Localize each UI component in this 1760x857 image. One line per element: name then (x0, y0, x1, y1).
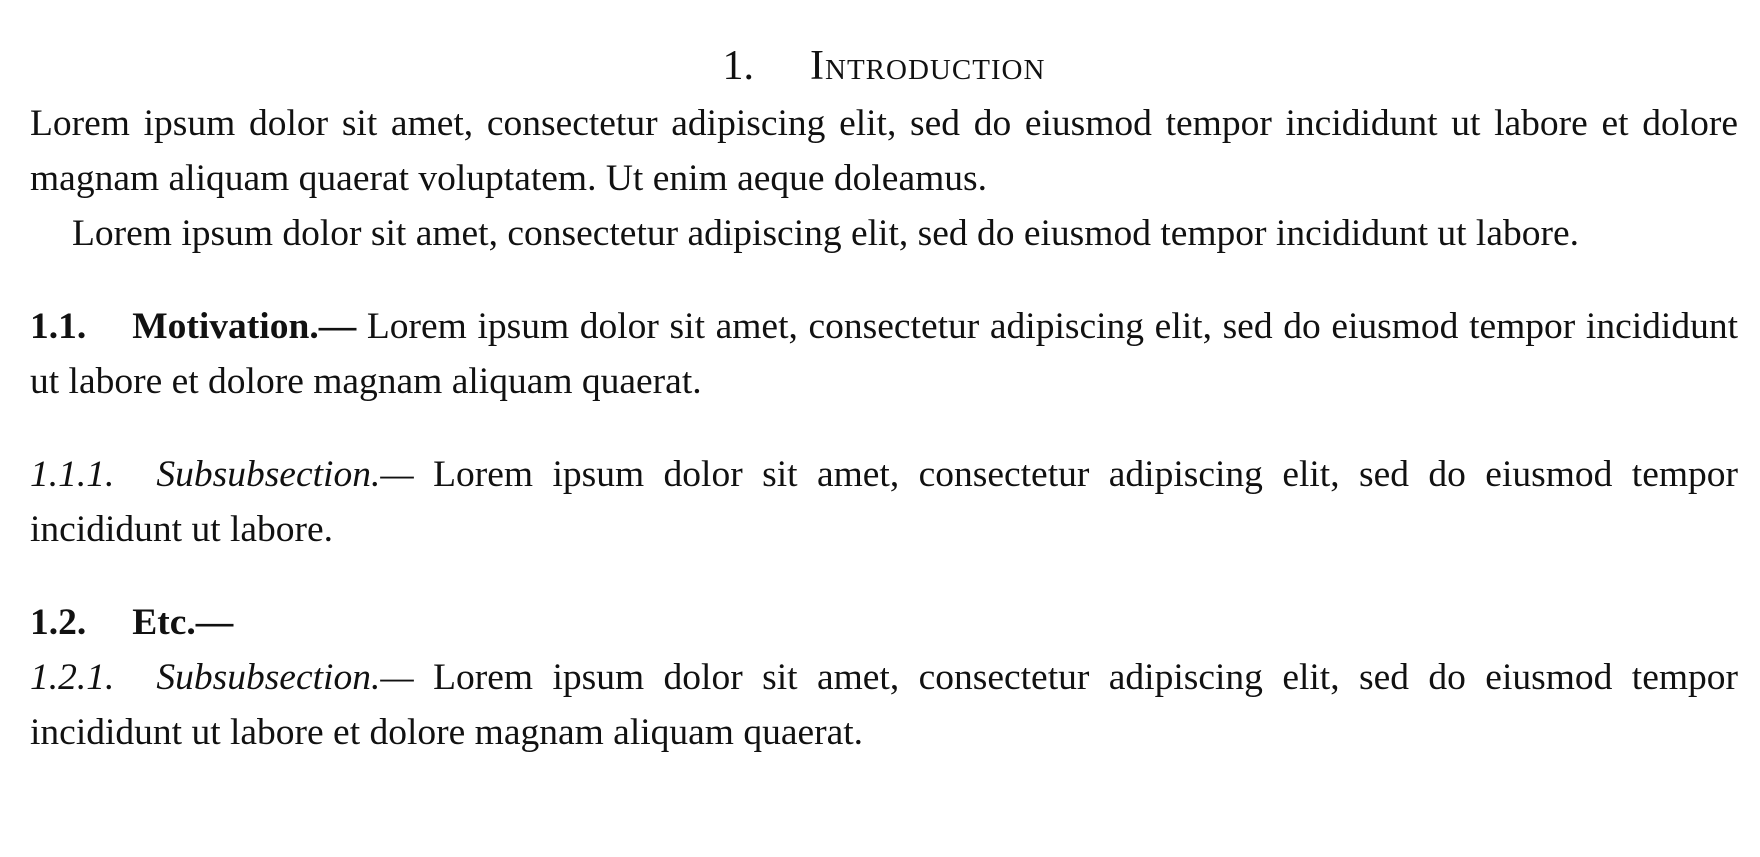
subsection-1-1-paragraph (30, 299, 1738, 409)
subsection-1-1-heading (30, 306, 356, 347)
subsection-1-1-number: 1.1. (30, 306, 87, 347)
subsection-1-1-title: Motivation.— (132, 306, 357, 347)
intro-paragraph-2: Lorem ipsum dolor sit amet, consectetur adipiscing elit, sed do eiusmod tempor incididunt ut labore. (72, 213, 1579, 254)
section-title: Introduction (810, 43, 1046, 89)
section-number: 1. (722, 43, 755, 89)
subsection-1-2-number: 1.2. (30, 602, 87, 643)
subsubsection-1-1-1-paragraph (30, 447, 1738, 557)
subsubsection-1-1-1-heading (30, 454, 414, 495)
subsubsection-1-2-1-paragraph (30, 650, 1738, 760)
subsection-1-2-heading (30, 595, 1738, 650)
section-heading (30, 36, 1738, 96)
subsubsection-1-1-1-number: 1.1.1. (30, 454, 115, 495)
subsubsection-1-2-1-heading (30, 657, 414, 698)
subsection-1-2-title: Etc.— (132, 602, 234, 643)
document-page (30, 0, 1738, 760)
subsubsection-1-2-1-title: Subsubsection.— (156, 657, 414, 698)
subsubsection-1-2-1-text: Lorem ipsum dolor sit amet, consectetur adipiscing elit, sed do eiusmod tempor incididunt ut labore et dolore magnam aliquam quaerat. (30, 657, 1739, 753)
intro-paragraph-1: Lorem ipsum dolor sit amet, consectetur adipiscing elit, sed do eiusmod tempor incididunt ut labore et dolore magnam aliquam quaerat voluptatem. Ut enim aeque doleamus. (30, 103, 1738, 199)
subsection-1-1-text: Lorem ipsum dolor sit amet, consectetur adipiscing elit, sed do eiusmod tempor incididunt ut labore et dolore magnam aliquam quaerat. (30, 306, 1738, 402)
subsubsection-1-1-1-title: Subsubsection.— (156, 454, 414, 495)
subsubsection-1-1-1-text: Lorem ipsum dolor sit amet, consectetur adipiscing elit, sed do eiusmod tempor incididunt ut labore. (30, 454, 1739, 550)
subsubsection-1-2-1-number: 1.2.1. (30, 657, 115, 698)
